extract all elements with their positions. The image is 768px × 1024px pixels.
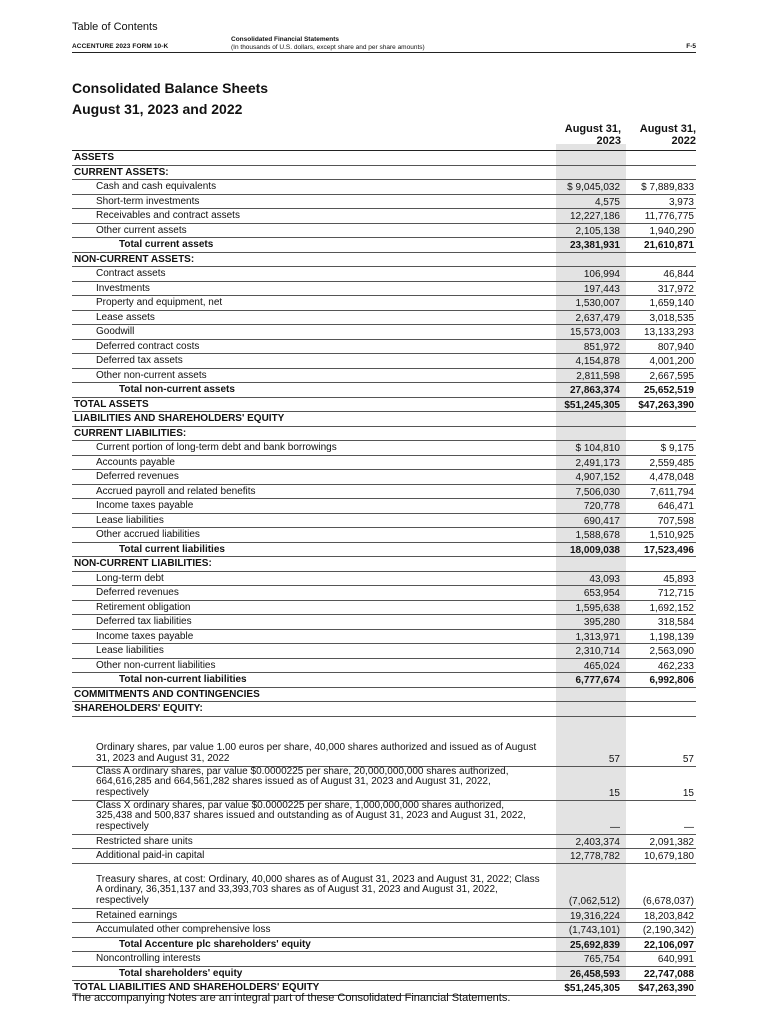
value-2022: 462,233 [657, 660, 694, 672]
value-2023: 197,443 [583, 283, 620, 295]
row-label: Deferred revenues [96, 471, 179, 483]
value-2022: 45,893 [663, 573, 694, 585]
table-row [72, 952, 696, 967]
table-row [72, 166, 696, 181]
table-row [72, 282, 696, 297]
row-label: Treasury shares, at cost: Ordinary, 40,000 shares as of August 31, 2023 and August 31, 2022; Class A ordinary, 36,351,137 and 33,393,703 shares as of August 31, 2023 and August 31, 2022, respectively [96, 873, 540, 907]
table-row [72, 238, 696, 253]
row-label: Deferred revenues [96, 587, 179, 599]
column-header-2022-line2: 2022 [671, 134, 696, 147]
value-2022: 17,523,496 [643, 544, 694, 556]
row-label: Lease liabilities [96, 645, 164, 657]
row-label: ASSETS [74, 152, 115, 164]
row-label: Accounts payable [96, 456, 175, 468]
value-2023: 19,316,224 [569, 910, 620, 922]
value-2022: 317,972 [657, 283, 694, 295]
row-label: Ordinary shares, par value 1.00 euros per share, 40,000 shares authorized and issued as of August 31, 2023 and August 31, 2022 [96, 742, 537, 765]
row-label: Other non-current assets [96, 369, 207, 381]
value-2022: (6,678,037) [642, 896, 694, 907]
table-row [72, 586, 696, 601]
value-2022: 1,198,139 [649, 631, 694, 643]
row-label: Current portion of long-term debt and bank borrowings [96, 442, 337, 454]
table-row [72, 849, 696, 864]
value-2022: 21,610,871 [643, 240, 694, 251]
row-label: Retirement obligation [96, 601, 191, 613]
row-label: CURRENT LIABILITIES: [74, 427, 187, 439]
value-2023: (7,062,512) [568, 896, 620, 907]
row-label: Total shareholders' equity [119, 967, 243, 979]
table-row [72, 572, 696, 587]
row-label: CURRENT ASSETS: [74, 166, 169, 178]
table-row [72, 557, 696, 572]
value-2022: $ 9,175 [660, 443, 694, 454]
value-2022: 3,973 [668, 196, 694, 208]
row-label: Short-term investments [96, 195, 200, 207]
table-row [72, 717, 696, 767]
row-label: Cash and cash equivalents [96, 181, 217, 193]
column-header-2023-line1: August 31, [564, 123, 621, 135]
row-label: Long-term debt [96, 572, 164, 584]
row-label: Accrued payroll and related benefits [96, 485, 256, 497]
value-2022: 646,471 [657, 501, 694, 512]
value-2023: 851,972 [583, 341, 620, 353]
table-row [72, 470, 696, 485]
row-label: Other accrued liabilities [96, 529, 200, 541]
table-row [72, 150, 696, 166]
value-2022: 2,667,595 [649, 370, 694, 382]
table-row [72, 485, 696, 500]
column-header-2022 [626, 124, 696, 147]
row-label: Restricted share units [96, 835, 193, 847]
section-subtitle: (In thousands of U.S. dollars, except share and per share amounts) [231, 43, 425, 51]
page-number: F-5 [686, 43, 696, 50]
table-row [72, 938, 696, 953]
table-row [72, 702, 696, 717]
table-row [72, 354, 696, 369]
row-label: COMMITMENTS AND CONTINGENCIES [74, 688, 260, 700]
value-2022: 1,659,140 [649, 298, 694, 309]
row-label: NON-CURRENT LIABILITIES: [74, 558, 212, 570]
value-2022: 10,679,180 [643, 851, 694, 862]
table-row [72, 601, 696, 616]
row-label: Investments [96, 282, 150, 294]
statement-title [72, 78, 268, 120]
value-2023: 1,588,678 [575, 530, 620, 541]
value-2023: 1,313,971 [575, 631, 620, 643]
value-2022: 13,133,293 [643, 327, 694, 338]
value-2022: 2,563,090 [649, 646, 694, 657]
statement-title-line1: Consolidated Balance Sheets [72, 80, 269, 96]
value-2022: $ 7,889,833 [641, 182, 694, 193]
column-header-2023-line2: 2023 [596, 134, 621, 147]
row-label: Income taxes payable [96, 630, 194, 642]
footnote: The accompanying Notes are an integral part of these Consolidated Financial Statements. [72, 992, 511, 1004]
row-label: NON-CURRENT ASSETS: [74, 253, 195, 265]
value-2022: $47,263,390 [638, 983, 694, 994]
value-2023: 15 [608, 788, 620, 799]
table-of-contents-link[interactable]: Table of Contents [72, 21, 158, 33]
value-2023: 2,491,173 [575, 457, 620, 469]
value-2023: 4,575 [594, 196, 620, 208]
table-row [72, 923, 696, 938]
row-label: TOTAL LIABILITIES AND SHAREHOLDERS' EQUITY [74, 982, 320, 994]
value-2022: 22,747,088 [643, 968, 694, 980]
table-row [72, 224, 696, 239]
value-2023: 15,573,003 [569, 327, 620, 338]
table-row [72, 412, 696, 427]
table-row [72, 195, 696, 210]
table-row [72, 253, 696, 268]
value-2023: 27,863,374 [569, 385, 620, 396]
value-2023: 2,310,714 [575, 646, 620, 657]
value-2023: 106,994 [583, 269, 620, 280]
value-2023: — [610, 822, 620, 833]
table-row [72, 864, 696, 909]
value-2023: (1,743,101) [568, 925, 620, 936]
value-2023: $51,245,305 [564, 983, 620, 994]
value-2023: 2,403,374 [575, 836, 620, 848]
value-2023: 720,778 [583, 501, 620, 512]
table-row [72, 835, 696, 850]
value-2022: 318,584 [657, 617, 694, 628]
table-row [72, 427, 696, 442]
table-row [72, 615, 696, 630]
row-label: Income taxes payable [96, 500, 194, 512]
row-label: Accumulated other comprehensive loss [96, 924, 271, 936]
value-2023: 12,778,782 [569, 851, 620, 862]
table-row [72, 644, 696, 659]
value-2023: 12,227,186 [569, 211, 620, 222]
value-2022: 1,692,152 [649, 602, 694, 614]
row-label: Total non-current liabilities [119, 674, 247, 686]
value-2022: 25,652,519 [643, 385, 694, 396]
table-row [72, 767, 696, 801]
table-row [72, 630, 696, 645]
row-label: Additional paid-in capital [96, 850, 205, 862]
table-row [72, 456, 696, 471]
value-2023: 57 [608, 754, 620, 765]
value-2022: 640,991 [657, 954, 694, 965]
page-header [72, 35, 696, 53]
row-label: TOTAL ASSETS [74, 398, 149, 410]
table-row [72, 267, 696, 282]
value-2023: 23,381,931 [569, 240, 620, 251]
value-2022: 1,940,290 [649, 225, 694, 237]
value-2023: 765,754 [583, 954, 620, 965]
row-label: Total current assets [119, 239, 214, 251]
row-label: Other non-current liabilities [96, 659, 216, 671]
table-row [72, 514, 696, 529]
value-2023: 7,506,030 [575, 486, 620, 498]
table-row [72, 967, 696, 982]
value-2022: 1,510,925 [649, 530, 694, 541]
table-row [72, 340, 696, 355]
statement-title-line2: August 31, 2023 and 2022 [72, 101, 243, 117]
section-heading [231, 36, 425, 51]
value-2023: 26,458,593 [569, 968, 620, 980]
value-2022: 4,001,200 [649, 356, 694, 367]
value-2023: $ 9,045,032 [567, 182, 620, 193]
row-label: Other current assets [96, 224, 187, 236]
value-2022: 15 [682, 788, 694, 799]
value-2023: 1,530,007 [575, 298, 620, 309]
table-row [72, 441, 696, 456]
table-row [72, 296, 696, 311]
table-row [72, 398, 696, 413]
row-label: LIABILITIES AND SHAREHOLDERS' EQUITY [74, 413, 285, 425]
value-2023: $ 104,810 [575, 443, 620, 454]
table-row [72, 909, 696, 924]
row-label: Total Accenture plc shareholders' equity [119, 938, 311, 950]
table-row [72, 180, 696, 195]
value-2023: 690,417 [583, 515, 620, 527]
value-2023: 1,595,638 [575, 602, 620, 614]
table-row [72, 209, 696, 224]
table-row [72, 543, 696, 558]
table-row [72, 369, 696, 384]
row-label: Deferred tax liabilities [96, 616, 192, 628]
value-2022: 7,611,794 [650, 486, 694, 498]
row-label: Retained earnings [96, 909, 178, 921]
table-row [72, 801, 696, 835]
value-2023: 25,692,839 [569, 939, 620, 951]
value-2023: 2,637,479 [575, 312, 620, 324]
row-label: Lease liabilities [96, 514, 164, 526]
value-2023: 4,907,152 [575, 472, 620, 483]
row-label: Contract assets [96, 268, 166, 280]
value-2023: 2,105,138 [575, 225, 620, 237]
form-label: ACCENTURE 2023 FORM 10-K [72, 43, 169, 50]
table-row [72, 688, 696, 703]
value-2023: 465,024 [583, 660, 620, 672]
row-label: Receivables and contract assets [96, 210, 240, 222]
value-2023: $51,245,305 [564, 399, 620, 411]
value-2022: 6,992,806 [649, 675, 694, 686]
value-2022: 46,844 [663, 269, 694, 280]
row-label: Total current liabilities [119, 543, 225, 555]
balance-sheet-table [72, 150, 696, 996]
value-2022: 712,715 [657, 588, 694, 599]
value-2022: 18,203,842 [643, 910, 694, 922]
value-2022: $47,263,390 [638, 399, 694, 411]
table-row [72, 659, 696, 674]
row-label: Total non-current assets [119, 384, 235, 396]
row-label: Property and equipment, net [96, 297, 223, 309]
row-label: Class A ordinary shares, par value $0.0000225 per share, 20,000,000,000 shares authorized, 664,616,285 and 664,561,282 shares issued as of August 31, 2023 and August 31, 2022, respectively [96, 765, 509, 799]
value-2022: 22,106,097 [643, 939, 694, 951]
value-2023: 2,811,598 [576, 370, 620, 382]
section-title: Consolidated Financial Statements [231, 36, 339, 43]
value-2022: 57 [682, 754, 694, 765]
value-2023: 18,009,038 [569, 544, 620, 556]
value-2023: 43,093 [589, 573, 620, 585]
column-header-2022-line1: August 31, [639, 123, 696, 135]
value-2022: 2,559,485 [649, 457, 694, 469]
value-2023: 653,954 [583, 588, 620, 599]
value-2022: — [684, 822, 694, 833]
table-row [72, 383, 696, 398]
value-2022: 707,598 [657, 515, 694, 527]
value-2023: 4,154,878 [575, 356, 620, 367]
table-row [72, 325, 696, 340]
value-2022: 807,940 [657, 341, 694, 353]
column-header-2023 [551, 124, 621, 147]
row-label: Noncontrolling interests [96, 953, 201, 965]
value-2022: 2,091,382 [649, 836, 694, 848]
value-2022: 4,478,048 [649, 472, 694, 483]
row-label: SHAREHOLDERS' EQUITY: [74, 703, 203, 715]
row-label: Deferred tax assets [96, 355, 183, 367]
value-2023: 6,777,674 [575, 675, 620, 686]
value-2022: 3,018,535 [649, 312, 694, 324]
table-row [72, 528, 696, 543]
value-2022: 11,776,775 [644, 211, 694, 222]
table-row [72, 311, 696, 326]
row-label: Lease assets [96, 311, 155, 323]
value-2023: 395,280 [583, 617, 620, 628]
row-label: Deferred contract costs [96, 340, 200, 352]
row-label: Class X ordinary shares, par value $0.0000225 per share, 1,000,000,000 shares authorized, 325,438 and 500,837 shares issued and outstanding as of August 31, 2023 and August 31, 2022, respectively [96, 799, 526, 833]
table-row [72, 673, 696, 688]
row-label: Goodwill [96, 326, 135, 338]
value-2022: (2,190,342) [642, 925, 694, 936]
table-row [72, 499, 696, 514]
